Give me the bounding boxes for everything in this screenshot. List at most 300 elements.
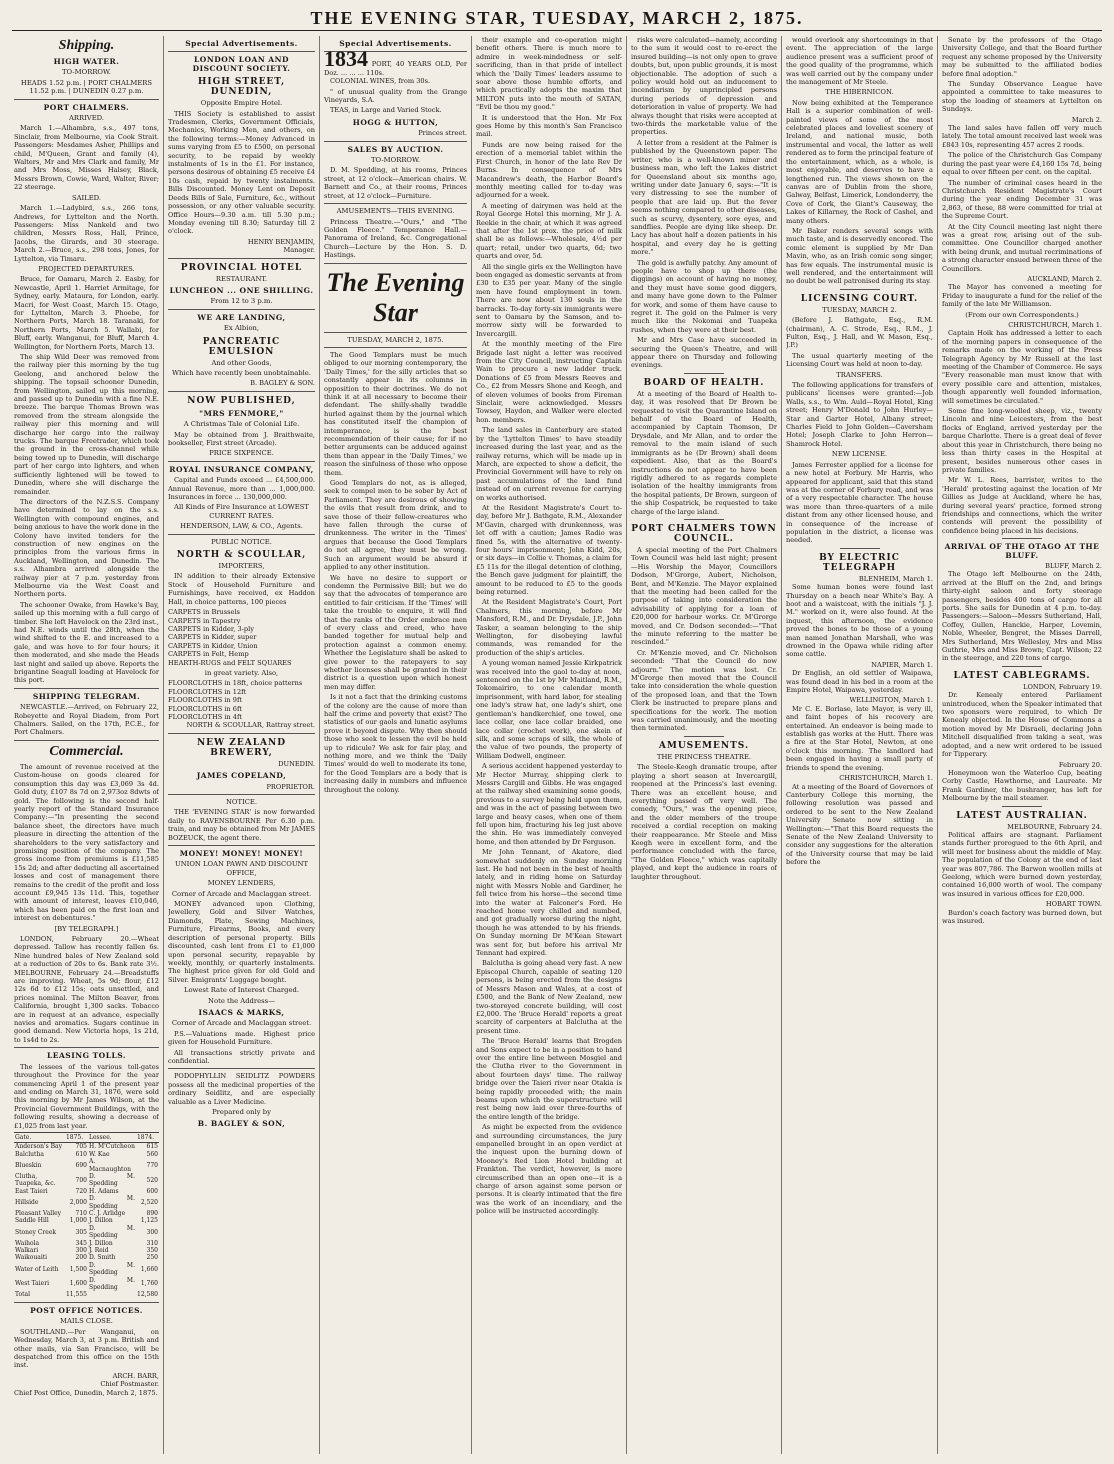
- news-paragraph: At the City Council meeting last night there was a great row, arising out of the sub-committee. One Councillor charged another with being drunk, and mutual recriminations of a strong character ensued between three of the Councillors.: [942, 222, 1102, 273]
- news-paragraph: their example and co-operation might benefit others. There is much more to admire in week-mindedness or self-sacrificing, than in that pride of intellect which the 'Daily Times' leaders assume to soar above those humble efforts, and which practically adopts the maxim that MILTON puts into the mouth of SATAN, "Evil be thou my good.": [476, 36, 622, 112]
- tolls-cell: J. Dillon: [88, 1217, 113, 1225]
- news-paragraph: The land sales in Canterbury are stated by the 'Lyttelton Times' to have steadily increased during the last year, and as the railway returns, which will be made up in March, are expected to show a deficit, the Provincial Government will have to rely on past accumulations of the land fund instead of on current revenue for carrying on works authorised.: [476, 426, 622, 502]
- tolls-cell: 350: [146, 1247, 158, 1255]
- postoffice-place: Chief Post Office, Dunedin, March 2, 1875.: [14, 1388, 158, 1397]
- tolls-cell: 520: [146, 1176, 158, 1184]
- column-editorial: [324, 36, 467, 1454]
- isaacs-marks: ISAACS & MARKS,: [198, 1007, 285, 1017]
- north-text: IN addition to their already Extensive Stock of Household Furniture and Furnishings, have received, ex Haddon Hall, in choice patterns, 100 pieces: [168, 572, 315, 606]
- tolls-row: [14, 1188, 159, 1195]
- tolls-header: 1875.: [65, 1132, 88, 1142]
- arrival-text: The Otago left Melbourne on the 24th, arrived at the Bluff on the 2nd, and brings thirty-eight saloon and forty steerage passengers, besides 400 tons of cargo for all ports. She sails for Dunedin at 4 p.m. to-day. Passengers:—Saloon—Messrs Sutherland, Hall, Coffey, Gullen, Hanckie, Harper, Lovemin, Noble, Wheeler, Bengret, the Misses Darrell, Mrs Sutherland, Mrs Wellesley, Mrs and Miss Guthrie, Mrs and Miss Brown; Capt. Wilson; 22 in the steerage, and 220 tons of cargo.: [942, 570, 1102, 663]
- amusements-heading: AMUSEMENTS—THIS EVENING.: [336, 207, 455, 216]
- tolls-cell: 2,000: [69, 1198, 87, 1206]
- dateline: February 20.: [1058, 760, 1102, 769]
- tolls-row: [14, 1254, 159, 1261]
- tolls-cell: 720: [75, 1187, 87, 1195]
- hibernicon-text: Mr Baker renders several songs with much taste, and is deservedly encored. The comic element is supplied by Mr Dan Mavin, who, as an Irish comic song singer, has few equals. The instrumental music is well rendered, and the entertainment will no doubt be well patronised during its stay.: [786, 226, 933, 286]
- licensing-text: The usual quarterly meeting of the Licensing Court was held at noon to-day.: [786, 351, 933, 369]
- divider: [684, 736, 724, 737]
- royal-agents: HENDERSON, LAW, & CO., Agents.: [180, 522, 303, 531]
- news-paragraph: Mr W. L. Rees, barrister, writes to the 'Herald' protesting against the location of Mr Gillies as Judge at Auckland, where he has, during several years' practice, formed strong friendships and connections, which the writer contends will prevent the possibility of confidence being placed in his decisions.: [942, 476, 1102, 535]
- north-sub: IMPORTERS,: [218, 562, 265, 571]
- dateline: NAPIER, March 1.: [871, 660, 933, 669]
- column-rule: [163, 36, 164, 1454]
- tolls-cell: 300: [75, 1247, 87, 1255]
- hotel-title: PROVINCIAL HOTEL: [180, 262, 303, 273]
- masthead-rule: [12, 30, 1102, 31]
- tolls-cell: 305: [75, 1228, 87, 1236]
- public-notice: PUBLIC NOTICE.: [211, 537, 272, 546]
- published-price: PRICE SIXPENCE.: [209, 449, 274, 458]
- tolls-cell: Walkari: [15, 1247, 39, 1255]
- divider: [168, 461, 315, 462]
- pancreatic-title: PANCREATIC EMULSION: [202, 336, 281, 357]
- money-lenders: MONEY LENDERS,: [207, 879, 276, 888]
- tolls-header-row: [14, 1132, 159, 1142]
- licensing-heading: LICENSING COURT.: [800, 293, 919, 304]
- news-paragraph: risks were calculated—namely, according to the sum it would cost to re-erect the insured building—is not only open to grave doubts, but, upon public grounds, it is most objectionable. The adoption of such a policy would hold out an inducement to incendiarism by unprincipled persons during periods of depression and deterioration in value of property. We had always thought that risks were accepted at two-thirds the marketable value of the properties.: [631, 36, 777, 137]
- tolls-cell: 1,660: [140, 1265, 158, 1273]
- floorcloth-item: FLOORCLOTHS in 12ft: [168, 687, 247, 696]
- tolls-row: [14, 1277, 159, 1292]
- news-paragraph: The gold is awfully patchy. Any amount of people have to shop up there (the diggings) on account of having no money, and they must have some good diggers, and many have gone down to the Palmer for work, and some of them have cause to regret it. The gold on the Palmer is very much like the Nokomai and Tuapeka rushes, when they were at their best.: [631, 258, 777, 334]
- licensing-date: TUESDAY, MARCH 2.: [822, 305, 897, 314]
- published-book: "MRS FENMORE,": [199, 408, 284, 418]
- tolls-header: Gate.: [14, 1132, 65, 1142]
- tolls-cell: Waikouaiti: [15, 1254, 48, 1262]
- tolls-row: [14, 1217, 159, 1224]
- tolls-cell: J. Dillon: [88, 1239, 113, 1247]
- bagley-signature: B. BAGLEY & SON.: [250, 379, 315, 388]
- tolls-body: [14, 1143, 159, 1299]
- tolls-cell: 890: [146, 1210, 158, 1217]
- divider: [168, 794, 315, 795]
- divider: [324, 347, 467, 348]
- seidlitz-bagley: B. BAGLEY & SON,: [197, 1119, 286, 1129]
- board-text: At a meeting of the Board of Health to-day, it was resolved that Dr Brown be requested to visit the Quarantine Island on behalf of the Board of Health, accompanied by Captain Thomson, Dr Drysdale, and Mr Allan, and to order the removal to the main island of such immigrants as he (Dr Brown) shall deem expedient. Also, that as the Board's instructions do not appear to have been rigidly adhered to as regards complete isolation of the healthy immigrants from the hospital patients, Dr Brown, surgeon of the ship Cospatrick, be requested to take charge of the large island.: [631, 389, 777, 516]
- isaacs-corner: Corner of Arcade and Maclaggan street.: [171, 1019, 312, 1028]
- tolls-cell: Pleasant Valley: [15, 1210, 62, 1217]
- dateline: LONDON, February 19.: [1023, 682, 1102, 691]
- tolls-cell: D. M. Spedding: [88, 1172, 135, 1188]
- projected-heading: PROJECTED DEPARTURES.: [38, 264, 135, 273]
- shipping-news: The ship Wild Deer was removed from the railway pier this morning by the tug Geelong, and anchored below the shipping. The topsail schooner Dunedin, from Wellington, sailed up this morning, and passed up to Dunedin with a fine N.E. breeze. The barque Thomas Brown was removed from the stream alongside the railway pier this morning and will discharge her cargo into the railway trucks. The barque Freetrader, which took the ground in the cross-channel while being towed up to Dunedin, will discharge part of her cargo into lighters, and when sufficiently lightened will be towed to Dunedin, where she will discharge the remainder.: [14, 353, 159, 496]
- editorial-paragraph: Is it not a fact that the drinking customs of the colony are the cause of more than half the crime and poverty that exist? The statistics of our gaols and lunatic asylums prove it beyond dispute. Why then should those who seek to lessen the evil be held up to ridicule? We ask for fair play, and nothing more, and we think the 'Daily Times' would do well to moderate its tone, for the Good Templars are a body that is increasing daily in numbers and influence throughout the colony.: [324, 693, 467, 794]
- column-advertisements: [168, 36, 315, 1454]
- news-paragraph: At the Resident Magistrate's Court, Port Chalmers, this morning, before Mr Mansford, R.M., and Dr. Drysdale, J.P., John Tasker, a seaman belonging to the ship Wellington, for disobeying lawful commands, was remanded for the production of the ship's articles.: [476, 598, 622, 657]
- evening-star-title: The Evening Star: [326, 267, 465, 327]
- tolls-row: [14, 1151, 159, 1158]
- australian-heading: LATEST AUSTRALIAN.: [956, 810, 1088, 821]
- news-paragraph: A young woman named Jessie Kirkpatrick was received into the gaol to-day at noon, sentenced on the 1st by Mr Maitland, R.M., Tokomairiro, to one calendar month imprisonment, with hard labor, for stealing one lady's straw hat, one lady's shirt, one gentleman's handkerchief, one towel, one lace collar, one lace collar braided, one lace collar (crochet work), one skein of silk, and some scraps of silk, the whole of the value of two pounds, the property of William Dodwell, engineer.: [476, 659, 622, 760]
- news-paragraph: Mr and Mrs Case have succeeded in securing the Queen's Theatre, and will appear there on Thursday and following evenings.: [631, 336, 777, 370]
- news-paragraph: Captain Hoik has addressed a letter to each of the morning papers in consequence of the remarks made on the working of the Press Telegraph Agency by Mr Russell at the last meeting of the Chamber of Commerce. He says "Every reasonable man must know that with every possible care and attention, mistakes, though apparently well founded information, will sometimes be circulated.": [942, 329, 1102, 405]
- tolls-cell: 1,125: [140, 1217, 158, 1225]
- dateline: CHRISTCHURCH, March 1.: [1008, 321, 1102, 329]
- tolls-cell: Total: [15, 1291, 31, 1299]
- north-signature: NORTH & SCOULLAR, Rattray street.: [186, 721, 315, 730]
- theatre-text: The Steele-Keogh dramatic troupe, after playing a short season at Invercargill, reopened at the Princess's last evening. There was an excellent house, and everything passed off very well. The comedy, "Ours," was the opening piece, and the older members of the troupe received a cordial reception on making their reappearance. Mr Steele and Miss Keogh were in excellent form, and the performance concluded with the farce, "The Golden Fleece," which was capitally played, and kept the audience in roars of laughter throughout.: [631, 763, 777, 881]
- news-paragraph: The number of criminal cases heard in the Christchurch Resident Magistrate's Court during the year ending December 31 was 2,863, of these, 88 were committed for trial at the Supreme Court.: [942, 178, 1102, 221]
- council-text: Cr. M'Kenzie moved, and Cr. Nicholson seconded: "That the Council do now adjourn." The motion was lost. Cr. M'Grorge then moved that the Council take into consideration the whole question of the proposed loan, and that the Town Clerk be instructed to prepare plans and specifications for the work. The motion was carried unanimously, and the meeting then terminated.: [631, 648, 777, 733]
- brewery-place: DUNEDIN.: [278, 759, 315, 768]
- amusements-heading: AMUSEMENTS.: [658, 740, 750, 751]
- dateline: BLENHEIM, March 1.: [858, 574, 933, 583]
- tolls-row: [14, 1262, 159, 1277]
- divider: [14, 740, 159, 741]
- own-correspondents: (From our own Correspondents.): [965, 310, 1079, 319]
- money-address: Note the Address—: [208, 996, 275, 1005]
- pancreatic-sub: And other Goods,: [211, 358, 272, 367]
- tolls-cell: 310: [146, 1239, 158, 1247]
- arrival-heading: ARRIVAL OF THE OTAGO AT THE BLUFF.: [944, 542, 1100, 560]
- divider: [168, 258, 315, 259]
- published-title: NOW PUBLISHED,: [187, 395, 296, 406]
- amusements-text: Princess Theatre.—"Ours," and "The Golden Fleece." Temperance Hall.—Panorama of Ireland, &c. Congregational Church—Lecture by the Hon. S. D. Hastings.: [324, 217, 467, 260]
- north-also: in great variety. Also,: [204, 668, 279, 677]
- telegram-text: NEWCASTLE.—Arrived, on February 22, Robeyette and Royal Diadem, from Port Chalmers. Sailed, on the 17th, P.C.E., for Port Chalmers.: [14, 703, 159, 737]
- divider: [168, 845, 315, 846]
- tolls-row: [14, 1195, 159, 1210]
- brewery-role: PROPRIETOR.: [266, 782, 315, 791]
- colonial-wines: COLONIAL WINES, from 30s.: [330, 77, 431, 86]
- hibernicon-heading: THE HIBERNICON.: [825, 88, 894, 97]
- divider: [684, 519, 724, 520]
- hobart-text: Burdon's coach factory was burned down, but was insured.: [942, 908, 1102, 925]
- money-text: MONEY advanced upon Clothing, Jewellery, Gold and Silver Watches, Diamonds, Plate, Sewing Machines, Furniture, Firearms, Books, and every description of personal property. Bills discounted, cash lent from £1 to £1,000 upon personal security, repayable by weekly, monthly, or quarterly instalments. The highest price given for old Gold and Silver. Emigrants' Luggage bought.: [168, 900, 315, 984]
- divider: [324, 332, 467, 333]
- tolls-cell: Balclutha: [15, 1150, 44, 1158]
- tolls-cell: 11,555: [65, 1291, 87, 1299]
- column-rule: [937, 36, 938, 1454]
- news-paragraph: would overlook any shortcomings in that event. The appreciation of the large audience present was a sufficient proof of the good quality of the programme, which was well carried out by the company under the management of Mr Steele.: [786, 36, 933, 87]
- tolls-row: [14, 1225, 159, 1240]
- cable-text: Dr. Kenealy entered Parliament unintroduced, when the Speaker intimated that two sponsors were required, to which Dr Kenealy objected. In the House of Commons a motion moved by Mr Disraeli, declaring John Mitchell disqualified from taking a seat, was adopted, and a new writ ordered to be issued for Tipperary.: [942, 691, 1102, 759]
- board-heading: BOARD OF HEALTH.: [643, 377, 765, 388]
- postoffice-heading: POST OFFICE NOTICES.: [30, 1305, 143, 1315]
- page-masthead: THE EVENING STAR, TUESDAY, MARCH 2, 1875.: [310, 8, 804, 28]
- dateline: MELBOURNE, February 24.: [1007, 822, 1102, 831]
- high-water-times: HEADS 1.52 p.m. | PORT CHALMERS 11.52 p.m. | DUNEDIN 0.27 p.m.: [20, 78, 153, 96]
- tolls-cell: Waihola: [15, 1239, 40, 1247]
- divider: [168, 1068, 315, 1069]
- dateline: HOBART TOWN.: [1045, 900, 1102, 909]
- sales-heading: SALES BY AUCTION.: [347, 144, 444, 154]
- shipping-news: The directors of the N.Z.S.S. Company have determined to lay on the s.s. Wellington with compound engines, and being anxious to have the work done in the Colony have invited tenders for the construction of new engines on the principles from the various firms in Auckland, Wellington, and Dunedin. The s.s. Alhambra arrived alongside the railway pier at 7 p.m. yesterday from Melbourne via the West Coast and Northern ports.: [14, 497, 159, 599]
- column-rule: [781, 36, 782, 1454]
- news-paragraph: The land sales have fallen off very much lately. The total amount received last week was £843 10s, representing 457 acres 2 roods.: [942, 124, 1102, 149]
- news-paragraph: A letter from a resident at the Palmer is published by the Queenstown paper. The writer, who is a well-known miner and business man, who left the Lakes district for Queensland about six months ago, writing under date January 6, says:—"It is very distressing to see the number of people that are laid up. But the fever seems nothing compared to other diseases, such as scurvy, dysentery, sore eyes, and sandflies. People are dying like sheep. Dr. Lacy has about half a dozen patients in his hospital, and every day he is getting more.": [631, 138, 777, 257]
- divider: [168, 391, 315, 392]
- money-confidential: All transactions strictly private and confidential.: [168, 1048, 315, 1065]
- tolls-cell: 12,580: [137, 1291, 158, 1299]
- floorcloth-item: FLOORCLOTHS in 6ft: [168, 704, 243, 713]
- news-paragraph: At the monthly meeting of the Fire Brigade last night a letter was received from the City Council, instructing Captain Wain to procure a new ladder truck. Donations of £5 from Messrs Reeves and Co., £2 from Messrs Shone and Keogh, and of eleven volumes of books from Fireman Sinclair, were acknowledged. Messrs Towsey, Haydon, and Walker were elected hon. members.: [476, 340, 622, 424]
- news-paragraph: Some fine long-woolled sheep, viz., twenty Lincoln and nine Leicesters, from the best flocks of England, arrived yesterday per the barque Charlotte. There is a great deal of fever about this year in Christchurch, there being no less than thirty cases in the Hospital at present, besides numerous other cases in private families.: [942, 407, 1102, 474]
- tolls-cell: 700: [75, 1176, 87, 1184]
- divider: [324, 141, 467, 142]
- tolls-row: [14, 1247, 159, 1254]
- tolls-row: [14, 1240, 159, 1247]
- tolls-table: [14, 1132, 159, 1299]
- council-text: A special meeting of the Port Chalmers Town Council was held last night; present—His Worship the Mayor, Councillors Dodson, M'Grorge, Aubert, Nicholson, Bent, and M'Kenzie. The Mayor explained that the meeting had been called for the purpose of taking into consideration the advisability of applying for a loan of £20,000 for harbour works. Cr. M'Grorge moved, and Cr. Dodson seconded:—"That the minute referring to the matter be rescinded.": [631, 545, 777, 647]
- divider: [684, 373, 724, 374]
- transfers-heading: TRANSFERS.: [836, 370, 883, 379]
- divider: [840, 289, 880, 290]
- tolls-cell: Hillside: [15, 1198, 39, 1206]
- news-paragraph: A meeting of dairymen was held at the Royal George Hotel this morning, Mr J. A. Reekie in the chair, at which it was agreed that after the 1st prox. the price of milk shall be as follows:—Wholesale, 4½d per quart; retail, under two quarts, 6d; two quarts and over, 5d.: [476, 201, 622, 261]
- notice-title: NOTICE.: [225, 798, 258, 806]
- dateline: March 2.: [1071, 115, 1102, 124]
- leasing-heading: LEASING TOLLS.: [46, 1051, 127, 1061]
- transfers-text: The following applications for transfers of publicans' licenses were granted:—Job Walls, s.s., to Wm. Auld—Royal Hotel, King street; Henry M'Donald to John Hurley—Star and Garter Hotel, Albany street; Charles Field to John Golden—Caversham Hotel; Joseph Clarke to John Herron—Shamrock Hotel.: [786, 381, 933, 448]
- postoffice-text: SOUTHLAND.—Per Wanganui, on Wednesday, March 3, at 3 p.m. British and other mails, via San Francisco, will be despatched from this office on the 15th inst.: [14, 1327, 159, 1370]
- news-paragraph: Balclutha is going ahead very fast. A new Episcopal Church, capable of seating 120 persons, is being erected from the designs of Messrs Mason and Wales, at a cost of £500, and the Bank of New Zealand, new two-storeyed concrete building, will cost £2,000. The 'Bruce Herald' reports a great scarcity of carpenters at Balclutha at the present time.: [476, 959, 622, 1035]
- column-local-news: [476, 36, 622, 1454]
- divider: [1002, 666, 1042, 667]
- postmaster-title: Chief Postmaster.: [100, 1380, 159, 1389]
- tolls-cell: J. Reid: [88, 1247, 109, 1255]
- sales-to-morrow: TO-MORROW.: [371, 156, 420, 165]
- newlicense-heading: NEW LICENSE.: [831, 450, 888, 459]
- telegraph-text: At a meeting of the Board of Governors of Canterbury College this morning, the following resolution was passed and ordered to be sent to the New Zealand University Senate now sitting in Wellington:—"That this Board requests the Senate of the New Zealand University to consider any suggestions for the alteration of the University course that may be laid before the: [786, 782, 933, 867]
- royal-rates: All Kinds of Fire Insurance at LOWEST CURRENT RATES.: [174, 503, 309, 520]
- postmaster-signature: ARCH. BARR,: [112, 1371, 159, 1380]
- divider: [14, 688, 159, 689]
- mails-close: MAILS CLOSE.: [60, 1317, 113, 1326]
- news-paragraph: Senate by the professors of the Otago University College, and that the Board further request any scheme proposed by the University may be submitted to the affiliated bodies before final adoption.": [942, 36, 1102, 78]
- loan-signature-title: Manager.: [283, 246, 315, 255]
- tolls-cell: Stoney Creek: [15, 1228, 57, 1236]
- tolls-row: [14, 1143, 159, 1151]
- divider: [840, 548, 880, 549]
- tolls-cell: Saddle Hill: [15, 1217, 49, 1225]
- divider: [1002, 806, 1042, 807]
- tolls-cell: D. Smith: [88, 1254, 116, 1262]
- sales-text: D. M. Spedding, at his rooms, Princes street, at 12 o'clock—American chairs. W. Barnett and Co., at their rooms, Princes street, at 12 o'clock—Furniture.: [324, 166, 467, 200]
- money-interest: Lowest Rate of Interest Charged.: [183, 986, 300, 995]
- telegram-heading: SHIPPING TELEGRAM.: [32, 691, 141, 701]
- news-paragraph: At the Resident Magistrate's Court to-day, before Mr J. Bathgate, R.M., Alexander M'Gavin, charged with drunkenness, was let off with a caution; James Radio was fined 5s, with the alternative of twenty-four hours' imprisonment; John Kidd, 20s, or six days—in Collie v. Thomas, a claim for £5 11s for the illegal detention of clothing, the Bench gave judgment for plaintiff, the amount to be reduced to £5 to the goods being returned.: [476, 503, 622, 596]
- council-heading: PORT CHALMERS TOWN COUNCIL.: [631, 523, 777, 544]
- shipping-news: The schooner Owake, from Hawke's Bay, sailed up this morning with a full cargo of timber. She left Havelock on the 23rd inst., had N.E. winds until the 28th, when the wind shifted to the E. and increased to a gale, and was hove to for four hours; it then moderated, and she made the Heads last night and sailed up above. Reports the brigantine Seagull loading at Havelock for this port.: [14, 600, 159, 685]
- editorial-paragraph: The Good Templars must be much obliged to our morning contemporary, the 'Daily Times,' for the silly articles that so constantly appear in its columns in opposition to their doctrines. We do not think it at all necessary to become their defendant. The shilly-shally twaddle hurled against them by the journal which has constituted itself the champion of intemperance, is the best recommendation of their cause; for if no better arguments can be adduced against them than appear in the 'Daily Times,' we reason the sinfulness of those who oppose them.: [324, 350, 467, 477]
- column-rule: [626, 36, 627, 1454]
- notice-text: THE 'EVENING STAR' is now forwarded daily to RAVENSBOURNE Per 6.30 p.m. train, and may be obtained from Mr JAMES BOZEUCK, the agent there.: [168, 808, 315, 842]
- projected-text: Bruce, for Oamaru, March 2. Easby, for Newcastle, April 1. Harriet Armitage, for Sydney, early. Mataura, for London, early. Macri, for West Coast, March 15. Otago, for Lyttelton, March 3. Phoebe, for Northern Ports, March 18. Taranaki, for Northern Ports, March 5. Wallabi, for Bluff, early. Wanganui, for Bluff, March 4. Wellington, for Northern Ports, March 13.: [14, 275, 159, 351]
- tolls-header: Lessee.: [88, 1132, 136, 1142]
- hotel-sub: RESTAURANT.: [215, 274, 268, 283]
- by-telegraph: [BY TELEGRAPH.]: [54, 924, 119, 933]
- loan-signature: HENRY BENJAMIN,: [247, 237, 315, 246]
- telegraph-text: Mr C. E. Borlase, late Mayor, is very ill, and faint hopes of his recovery are entertained. An endeavor is being made to establish gas works at the Hutt. There was a fire at the Star Hotel, Newton, at one o'clock this morning. The landlord had been engaged in having a small party of friends to spend the evening.: [786, 704, 933, 772]
- news-paragraph: All the single girls ex the Wellington have been engaged as domestic servants at from £30 to £35 per year. Many of the single men have found employment in town. There are now about 130 souls in the barracks. To-day forty-six immigrants were sent to Oamaru by the Samson, and to-morrow sixty will be forwarded to Invercargill.: [476, 262, 622, 338]
- dateline: CHRISTCHURCH, March 1.: [839, 774, 933, 783]
- tolls-header: 1874.: [136, 1132, 159, 1142]
- divider: [14, 1047, 159, 1048]
- divider: [168, 309, 315, 310]
- divider: [168, 51, 315, 52]
- news-paragraph: A serious accident happened yesterday to Mr Hector Murray, shipping clerk to Messrs Cargill and Gibbs. He was engaged at the railway shed examining some goods, previous to a survey being held upon them, and was in the act of passing between two large and heavy cases, when one of them fell upon him, fracturing his leg just above the shin. He was immediately conveyed home, and then attended by Dr Ferguson.: [476, 762, 622, 846]
- tolls-row: [14, 1210, 159, 1217]
- telegraph-text: Some human bones were found last Thursday on a beach near White's Bay. A boot and a waistcoat, with the initials "J. J. M." worked on it, were also found. At the inquest, this afternoon, the evidence proved the bones to be those of a young man named Jonathan Marshall, who was drowned in the Opawa while riding after some cattle.: [786, 583, 933, 659]
- floorcloth-item: FLOORCLOTHS in 4ft: [168, 712, 243, 721]
- published-desc: A Christmas Tale of Colonial Life.: [183, 420, 300, 429]
- tolls-cell: 710: [75, 1210, 87, 1217]
- tolls-cell: H. M'Cutcheon: [88, 1143, 135, 1151]
- dateline: AUCKLAND, March 2.: [1027, 274, 1102, 283]
- tolls-cell: 200: [75, 1254, 87, 1262]
- royal-title: ROYAL INSURANCE COMPANY,: [169, 464, 314, 474]
- tolls-cell: W. Kae: [88, 1150, 110, 1158]
- tolls-cell: D. M. Spedding: [88, 1195, 135, 1210]
- tolls-cell: D. M. Spedding: [88, 1276, 135, 1292]
- north-item: CARPETS in Kidder, Union: [168, 641, 258, 650]
- cablegrams-heading: LATEST CABLEGRAMS.: [953, 670, 1091, 681]
- tolls-cell: H. Adams: [88, 1187, 119, 1195]
- port-text: PORT, 40 YEARS OLD, Per Doz. ... ... ... 110s.: [324, 60, 467, 77]
- tolls-cell: 1,760: [140, 1280, 158, 1288]
- editorial-date: TUESDAY, MARCH 2, 1875.: [347, 335, 444, 344]
- money-corner: Corner of Arcade and Maclaggan street.: [171, 889, 312, 898]
- dateline: BLUFF, March 2.: [1045, 561, 1102, 570]
- north-item: CARPETS in Kidder, 3-ply: [168, 624, 254, 633]
- hogg-hutton: HOGG & HUTTON,: [352, 117, 439, 127]
- tolls-cell: 250: [146, 1254, 158, 1262]
- column-shipping: [14, 36, 159, 1454]
- floorcloth-item: FLOORCLOTHS in 18ft, choice patterns: [168, 679, 303, 688]
- landing-title: WE ARE LANDING,: [197, 312, 286, 322]
- teas: TEAS, in Large and Varied Stock.: [330, 106, 442, 115]
- tolls-cell: 345: [75, 1239, 87, 1247]
- tolls-cell: West Taieri: [15, 1280, 49, 1288]
- brewery-owner: JAMES COPELAND,: [196, 771, 287, 781]
- hotel-hours: From 12 to 3 p.m.: [210, 297, 273, 306]
- port-ad: [324, 46, 467, 77]
- north-item: CARPETS in Brussels: [168, 608, 240, 617]
- tolls-cell: Clutha, Tuapeka, &c.: [15, 1172, 56, 1188]
- hotel-luncheon: LUNCHEON ... ONE SHILLING.: [169, 285, 314, 295]
- news-paragraph: As might be expected from the evidence and surrounding circumstances, the jury empanelled brought in an open verdict at the inquest upon the burning down of Mooney's Red Lion Hotel building at Frankton. The verdict, however, is more circumscribed than an open one—it is a charge of arson against some person or persons. It is clearly intimated that the fire was the work of an incendiary, and the police will be instructed accordingly.: [476, 1123, 622, 1216]
- brewery-title: NEW ZEALAND BREWERY,: [196, 737, 287, 758]
- landing-ship: Ex Albion,: [223, 324, 260, 333]
- divider: [14, 1302, 159, 1303]
- news-paragraph: Funds are now being raised for the erection of a memorial tablet within the First Church, in honor of the late Rev Dr Burns. In consequence of Mrs Macandrew's death, the Harbor Board's monthly meeting called for to-day was adjourned for a week.: [476, 140, 622, 200]
- unusual-wines: " of unusual quality from the Grange Vineyards, S.A.: [324, 87, 467, 105]
- column-news-board: [631, 36, 777, 1454]
- tolls-row: [14, 1158, 159, 1173]
- tolls-cell: [88, 1291, 136, 1298]
- port-heading: PORT CHALMERS.: [43, 102, 130, 112]
- column-licensing: [786, 36, 933, 1454]
- loan-opposite: Opposite Empire Hotel.: [200, 99, 283, 108]
- cable-text: Honeymoon won the Waterloo Cup, beating Corby Castle, Hawthorne, and Laureate. Mr Frank Gardiner, the bushranger, has left for Melbourne by the mail steamer.: [942, 768, 1102, 803]
- seidlitz-prepared: Prepared only by: [212, 1108, 271, 1116]
- commercial-text: The amount of revenue received at the Custom-house on goods cleared for consumption this day was £3,069 3s 4d. Gold duty, £107 8s 7d on 2,973oz 8dwts of gold. The following is the second half-yearly report of the Standard Insurance Company:—"In presenting the second balance sheet, the directors have much pleasure in directing the attention of the shareholders to the very satisfactory and promising position of the company. The gross income from premiums is £11,585 15s 2d; and after deducting all ascertained losses and cost of management there remains to the credit of the profit and loss account £9,945 13s 11d. This, together with amount of interest, leaves £10,046, which has been paid on the first loan and interest on debentures.": [14, 762, 159, 923]
- divider: [14, 99, 159, 100]
- divider: [168, 733, 315, 734]
- floorcloth-item: FLOORCLOTHS in 9ft: [168, 696, 243, 705]
- high-water-sub: TO-MORROW.: [62, 68, 111, 77]
- north-title: NORTH & SCOULLAR,: [176, 550, 307, 561]
- tolls-cell: 600: [146, 1187, 158, 1195]
- published-text: May be obtained from J. Braithwaite, bookseller, First street (Arcade).: [168, 430, 315, 447]
- arrived-heading: ARRIVED.: [68, 114, 105, 123]
- tolls-row: [14, 1291, 159, 1298]
- money-title: MONEY! MONEY! MONEY!: [179, 849, 304, 859]
- hibernicon-text: Now being exhibited at the Temperance Hall is a superior combination of well-painted views of some of the most celebrated places and loveliest scenery of Ireland, and national music, both instrumental and vocal, the latter as well rendered as to form the principal feature of the entertainment, which, as a whole, is most enjoyable, and deserves to have a lengthened run. The views shown on the canvas are of Dublin from the shore, Galway, Belfast, Limerick, Londonderry, the Cove of Cork, the Giant's Causeway, the Lakes of Killarney, the Rock of Cashel, and many others.: [786, 98, 933, 225]
- london-markets: LONDON, February 20.—Wheat depressed. Tallow has recently fallen 6s. Nine hundred bales of New Zealand sold at a reduction of 20s to 6s. Bank rate 3½. MELBOURNE, February 24.—Breadstuffs are improving. Wheat, 5s 9d; flour, £12 12s 6d to £12 15s; oats unsettled, and prices nominal. The Milton Beaver, from California, brought 1,300 sacks. Tobacco are in request at an advance, especially navies and aromatics. Sugars continue in good demand. New Victoria hops, 1s 21d, to 1s4d to 2s.: [14, 935, 159, 1044]
- loan-text: THIS Society is established to assist Tradesmen, Clerks, Government Officials, Mechanics, Working Men, and others, on the following terms:—Money Advanced in sums varying from £5 to £500, on personal security, to be repaid by weekly instalments of 1s in the £1. For instance, persons desirous of obtaining £5 receive £4 10s cash, repaid by twenty instalments. Bills Discounted. Money Lent on Deposit Deeds Bills of Sale, Furniture, &c., without possession, or any other valuable security. Office Hours—9.30 a.m. till 5.30 p.m.; Monday evening till 8.30; Saturday till 2 o'clock.: [168, 109, 315, 236]
- tolls-cell: Anderson's Bay: [15, 1143, 63, 1151]
- north-item: HEARTH-RUGS and FELT SQUARES: [168, 658, 292, 667]
- special-ads-heading: Special Advertisements.: [185, 39, 298, 48]
- money-ps: P.S.—Valuations made. Highest price given for Household Furniture.: [168, 1029, 315, 1047]
- tolls-cell: Blueskin: [15, 1161, 42, 1169]
- loan-address: HIGH STREET, DUNEDIN,: [197, 77, 286, 98]
- high-water-heading: HIGH WATER.: [53, 57, 120, 66]
- newlicense-text: James Ferrester applied for a license for a new hotel at Forbury. Mr Harris, who appeared for applicant, said that this stand was at the corner of Forbury road, and was of a very respectable character. The house was more than three-quarters of a mile distant from any other licensed house, and in consequence of the increase of population in the district, a license was needed.: [786, 460, 933, 545]
- news-paragraph: The 'Bruce Herald' learns that Brogden and Sons expect to be in a position to hand over the entire line between Mosgiel and the Clutha river to the Government in about fourteen days' time. The railway bridge over the Taieri river near Otakia is being rapidly proceeded with; the main beams upon which the superstructure will rest being now laid over three-fourths of the entire length of the bridge.: [476, 1037, 622, 1121]
- divider: [168, 534, 315, 535]
- news-paragraph: The Sunday Observance League have appointed a committee to take measures to stop the loading of steamers at Lyttelton on Sundays.: [942, 80, 1102, 114]
- tolls-cell: 690: [75, 1161, 87, 1169]
- seidlitz-text: PODOPHYLLIN SEIDLITZ POWDERS possess all the medicinal properties of the ordinary Seidlitz, and are especially valuable as a Liver Medicine.: [168, 1072, 315, 1106]
- tolls-cell: A. Macnaughton: [88, 1158, 131, 1173]
- tolls-cell: 1,500: [69, 1265, 87, 1273]
- sailed-heading: SAILED.: [71, 193, 102, 202]
- theatre-heading: THE PRINCESS THEATRE.: [656, 752, 752, 761]
- tolls-cell: 300: [146, 1228, 158, 1236]
- australian-text: Political affairs are stagnant. Parliament stands further prorogued to the 6th April, and will meet for business about the middle of May. The population of the Colony at the end of last year was 807,786. The Barwon woollen mills at Geelong, which were burned down yesterday, contained 16,000 worth of wool. The company was insured in various offices for £20,000.: [942, 830, 1102, 898]
- news-paragraph: The Mayor has convened a meeting for Friday to inaugurate a fund for the relief of the family of the late Mr Williamson.: [942, 283, 1102, 309]
- tolls-cell: 705: [75, 1143, 87, 1151]
- tolls-cell: D. M. Spedding: [88, 1261, 135, 1277]
- royal-text: Capital and Funds exceed ... £4,500,000. Annual Revenue, more than ... 1,000,000. Insurances in force ... 130,000,000.: [168, 476, 315, 502]
- editorial-paragraph: We have no desire to support or condemn the Permissive Bill; but we do say that the advocates of temperance are entitled to fair criticism. If the 'Times' will take the trouble to enquire, it will find that the ranks of the Order embrace men of every class and creed, who have banded together for mutual help and protection against a common enemy. Whether the Legislature shall be asked to give power to the ratepayers to say whether licenses shall be granted in their district is a question upon which honest men may differ.: [324, 573, 467, 691]
- loan-title: LONDON LOAN AND DISCOUNT SOCIETY.: [192, 55, 291, 73]
- licensing-bench: (Before J. Bathgate, Esq., R.M. (chairman), A. C. Strode, Esq., R.M., J. Fulton, Esq., J. Hall, and W. Mason, Esq., J.P.): [786, 316, 933, 350]
- telegraph-text: Dr English, an old settler of Waipawa, was found dead in his bed in a room at the Empire Hotel, Waipawa, yesterday.: [786, 669, 933, 695]
- tolls-row: [14, 1173, 159, 1188]
- tolls-cell: Water of Leith: [15, 1265, 59, 1273]
- commercial-heading: Commercial.: [49, 743, 124, 759]
- leasing-text: The lessees of the various toll-gates throughout the Province for the year commencing April 1 of the present year and ending on March 31, 1876, were sold this morning by Mr James Wilson, at the Provincial Government Buildings, with the following results, showing a decrease of £1,025 from last year.: [14, 1062, 159, 1130]
- tolls-cell: 2,520: [140, 1198, 158, 1206]
- pancreatic-text: Which have recently been unobtainable.: [172, 368, 311, 377]
- editorial-paragraph: Good Templars do not, as is alleged, seek to compel men to be sober by Act of Parliament. They are desirous of showing the evils that result from drink, and to save those of their fellow-creatures who have fallen through the curse of drunkenness. The writer in the 'Times' argues that because the Good Templars do not all agree, they must be wrong. Such an argument would be absurd if applied to any other institution.: [324, 479, 467, 572]
- news-paragraph: Mr John Tennant, of Akatore, died somewhat suddenly on Sunday morning last. He had not been in the best of health lately, and in riding home on Saturday night with Messrs Noble and Gardiner, he fell twice from his horse—the second time into the water at Falconer's Ford. He reached home very chilled and numbed, and got gradually worse during the night, though he was attended to by his friends. On Sunday morning Dr M'Kean Stewart was sent for, but before his arrival Mr Tennant had expired.: [476, 848, 622, 958]
- divider: [324, 203, 467, 204]
- tolls-cell: C. J. Arlidge: [88, 1210, 126, 1217]
- special-ads-heading: Special Advertisements.: [339, 39, 452, 48]
- north-item: CARPETS in Kidder, super: [168, 633, 257, 642]
- tolls-cell: D. M. Spedding: [88, 1224, 135, 1240]
- tolls-cell: 560: [146, 1150, 158, 1158]
- divider: [1002, 538, 1042, 539]
- news-paragraph: The police of the Christchurch Gas Company during the past year were £4,160 15s 7d, being equal to over fifteen per cent. on the capital.: [942, 151, 1102, 177]
- port-year: 1834: [324, 46, 368, 72]
- tolls-cell: 770: [146, 1161, 158, 1169]
- arrived-text: March 1.—Alhambra, s.s., 497 tons, Sinclair, from Melbourne, via Cook Strait. Passengers: Mesdames Asher, Phillips and child, M'Queen, Grant and family (4), Walters, Mr and Mrs Clark and family, Mr and Mrs Moss, Misses Halsey, Black, Messrs Brown, Cowie, Ward, Walter, River; 22 steerage.: [14, 124, 159, 192]
- tolls-cell: East Taieri: [15, 1187, 48, 1195]
- hogg-street: Princes street.: [418, 129, 467, 138]
- column-telegrams: [942, 36, 1102, 1454]
- tolls-cell: 1,000: [69, 1217, 87, 1225]
- telegraph-heading: BY ELECTRIC TELEGRAPH: [819, 552, 900, 573]
- north-item: CARPETS in Felt, Hemp: [168, 650, 249, 659]
